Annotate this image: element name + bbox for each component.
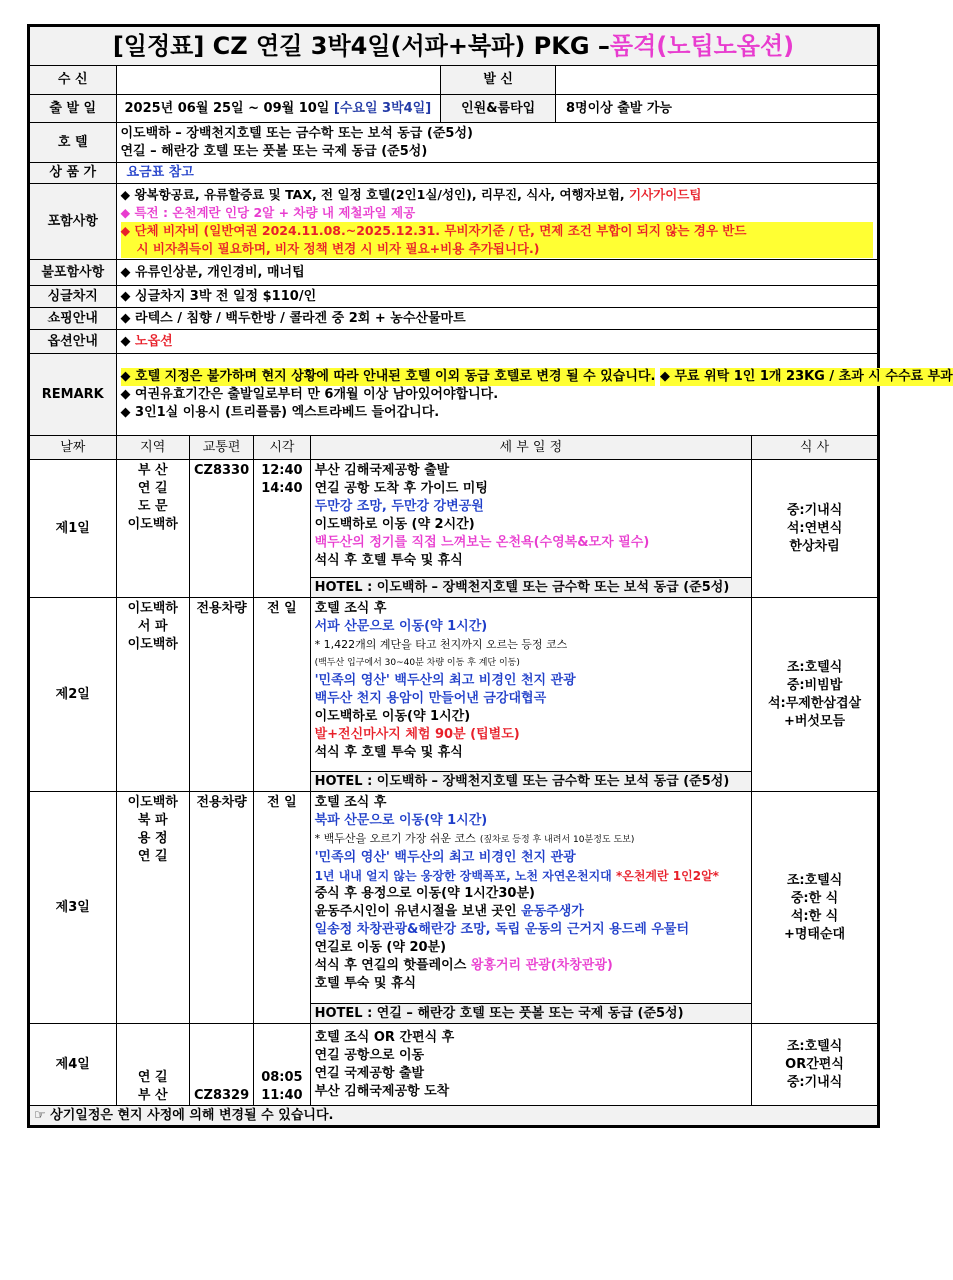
day1-hotel: HOTEL : 이도백하 – 장백천지호텔 또는 금수학 또는 보석 동급 (준5성) (310, 578, 752, 598)
send-value (555, 66, 877, 95)
col-time: 시각 (254, 436, 310, 460)
day1-transport: CZ8330 (189, 460, 253, 598)
day4-label: 제4일 (30, 1024, 117, 1106)
people-value: 8명이상 출발 가능 (555, 95, 877, 123)
day2-hotel: HOTEL : 이도백하 – 장백천지호텔 또는 금수학 또는 보석 동급 (준5성) (310, 772, 752, 792)
col-detail: 세 부 일 정 (310, 436, 752, 460)
send-label: 발 신 (441, 66, 556, 95)
page-title: [일정표] CZ 연길 3박4일(서파+북파) PKG –품격(노팁노옵션) (30, 27, 878, 66)
day3-detail: 호텔 조식 후 북파 산문으로 이동(약 1시간) * 백두산을 오르기 가장 쉬운 코스 (짚차로 등정 후 내려서 10분정도 도보) '민족의 영산' 백두산의 최고 비경인 천지 관광 1년 내내 얼지 않는 웅장한 장백폭포, 노천 자연온천지대 *온천계란 1인2알* 중식 후 용정으로 이동(약 1시간30분) 윤동주시인이 유년시절을 보낸 곳인 윤동주생가 일송정 차창관광&해란강 조망, 독립 운동의 근거지 용드레 우물터 연길로 이동 (약 20분) 석식 후 연길의 핫플레이스 왕홍거리 관광(차창관광) 호텔 투숙 및 휴식 (310, 792, 752, 1004)
hotel-value: 이도백하 – 장백천지호텔 또는 금수학 또는 보석 동급 (준5성) 연길 – 해란강 호텔 또는 풋볼 또는 국제 동급 (준5성) (116, 123, 878, 163)
shopping-label: 쇼핑안내 (30, 308, 117, 330)
day2-time: 전 일 (254, 598, 310, 792)
recv-value (116, 66, 441, 95)
day1-time: 12:40 14:40 (254, 460, 310, 598)
col-day: 날짜 (30, 436, 117, 460)
footer-note: ☞ 상기일정은 현지 사정에 의해 변경될 수 있습니다. (30, 1106, 878, 1126)
col-region: 지역 (116, 436, 189, 460)
remark-value: ◆ 호텔 지정은 불가하며 현지 상황에 따라 안내된 호텔 이외 동급 호텔로 변경 될 수 있습니다. ◆ 무료 위탁 1인 1개 23KG / 초과 시 수수료 부과 ◆ 여권유효기간은 출발일로부터 만 6개월 이상 남아있어야합니다. ◆ 3인1실 이용시 (트리플룸) 엑스트라베드 들어갑니다. (116, 354, 878, 436)
day1-meals: 중:기내식 석:연변식 한상차림 (752, 460, 878, 598)
day2-transport: 전용차량 (189, 598, 253, 792)
depart-label: 출 발 일 (30, 95, 117, 123)
day3-region: 이도백하 북 파 용 정 연 길 (116, 792, 189, 1024)
hotel-label: 호 텔 (30, 123, 117, 163)
exclude-value: ◆ 유류인상분, 개인경비, 매너팁 (116, 260, 878, 286)
recv-label: 수 신 (30, 66, 117, 95)
day3-label: 제3일 (30, 792, 117, 1024)
depart-value: 2025년 06월 25일 ~ 09월 10일 [수요일 3박4일] (116, 95, 441, 123)
day2-detail: 호텔 조식 후 서파 산문으로 이동(약 1시간) * 1,422개의 계단을 타고 천지까지 오르는 등정 코스 (백두산 입구에서 30~40분 차량 이동 후 계단 이동) '민족의 영산' 백두산의 최고 비경인 천지 관광 백두산 천지 용암이 만들어낸 금강대협곡 이도백하로 이동(약 1시간) 발+전신마사지 체험 90분 (팁별도) 석식 후 호텔 투숙 및 휴식 (310, 598, 752, 772)
col-meal: 식 사 (752, 436, 878, 460)
price-value: 요금표 참고 (116, 163, 878, 184)
shopping-value: ◆ 라텍스 / 침향 / 백두한방 / 콜라겐 중 2회 + 농수산물마트 (116, 308, 878, 330)
price-label: 상 품 가 (30, 163, 117, 184)
day1-label: 제1일 (30, 460, 117, 598)
day4-detail: 호텔 조식 OR 간편식 후 연길 공항으로 이동 연길 국제공항 출발 부산 김해국제공항 도착 (310, 1024, 752, 1106)
day4-time: 08:05 11:40 (254, 1024, 310, 1106)
day2-label: 제2일 (30, 598, 117, 792)
day4-meals: 조:호텔식 OR간편식 중:기내식 (752, 1024, 878, 1106)
remark-label: REMARK (30, 354, 117, 436)
itinerary-sheet (27, 24, 953, 1128)
itinerary-table (29, 26, 953, 1126)
single-label: 싱글차지 (30, 286, 117, 308)
include-label: 포함사항 (30, 184, 117, 260)
day3-transport: 전용차량 (189, 792, 253, 1024)
single-value: ◆ 싱글차지 3박 전 일정 $110/인 (116, 286, 878, 308)
option-label: 옵션안내 (30, 330, 117, 354)
option-value: ◆ 노옵션 (116, 330, 878, 354)
day3-meals: 조:호텔식 중:한 식 석:한 식 +명태순대 (752, 792, 878, 1024)
day1-detail: 부산 김해국제공항 출발 연길 공항 도착 후 가이드 미팅 두만강 조망, 두만강 강변공원 이도백하로 이동 (약 2시간) 백두산의 정기를 직접 느껴보는 온천욕(수영복&모자 필수) 석식 후 호텔 투숙 및 휴식 (310, 460, 752, 578)
day2-meals: 조:호텔식 중:비빔밥 석:무제한삼겹살 +버섯모듬 (752, 598, 878, 792)
day2-region: 이도백하 서 파 이도백하 (116, 598, 189, 792)
day1-region: 부 산 연 길 도 문 이도백하 (116, 460, 189, 598)
col-transport: 교통편 (189, 436, 253, 460)
day3-hotel: HOTEL : 연길 – 해란강 호텔 또는 풋볼 또는 국제 동급 (준5성) (310, 1004, 752, 1024)
day4-transport: CZ8329 (189, 1024, 253, 1106)
exclude-label: 불포함사항 (30, 260, 117, 286)
include-value: ◆ 왕복항공료, 유류할증료 및 TAX, 전 일정 호텔(2인1실/성인), 리무진, 식사, 여행자보험, 기사가이드팁 ◆ 특전 : 온천계란 인당 2알 + 차량 내 제철과일 제공 ◆ 단체 비자비 (일반여권 2024.11.08.~2025.12.31. 무비자기준 / 단, 면제 조건 부합이 되지 않는 경우 반드 시 비자취득이 필요하며, 비자 정책 변경 시 비자 필요+비용 추가됩니다.) (116, 184, 878, 260)
people-label: 인원&룸타입 (441, 95, 556, 123)
day4-region: 연 길 부 산 (116, 1024, 189, 1106)
day3-time: 전 일 (254, 792, 310, 1024)
